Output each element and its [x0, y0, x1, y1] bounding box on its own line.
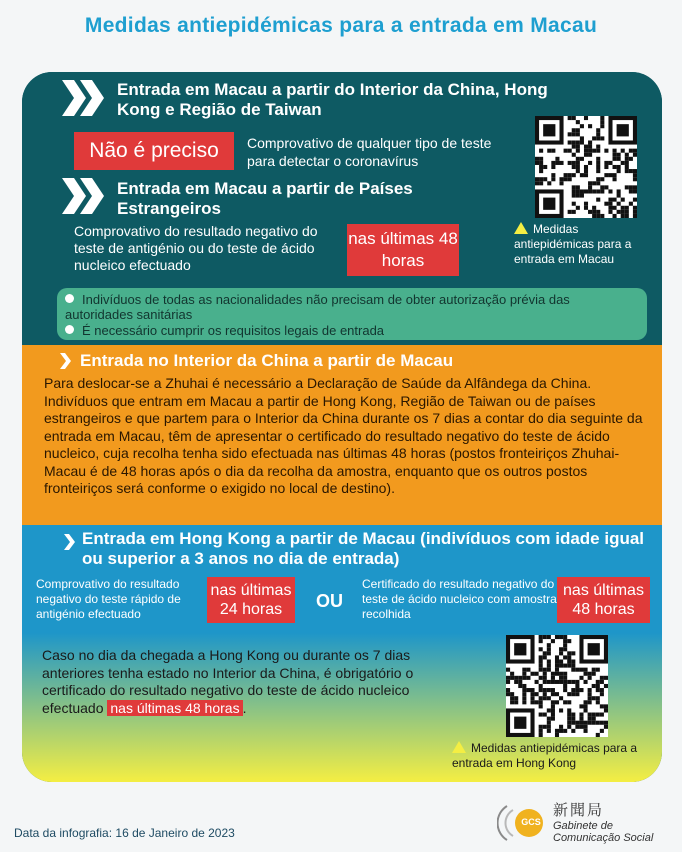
section-china-entry — [22, 345, 662, 525]
bullet-dot — [65, 294, 74, 303]
chevron-icon — [58, 352, 72, 375]
qr-code-hongkong[interactable] — [506, 635, 608, 737]
logo-name-1: Gabinete de — [553, 820, 613, 832]
qr-caption-macau — [514, 222, 659, 267]
triangle-icon — [514, 222, 528, 234]
qr-caption-hongkong — [452, 741, 652, 771]
info-pill — [57, 288, 647, 340]
hk-china-rule — [42, 647, 460, 717]
qr-caption-text: Medidas antiepidémicas para a entrada em Macau — [514, 222, 632, 266]
triangle-icon — [452, 741, 466, 753]
qr-code-macau[interactable] — [535, 116, 637, 218]
gcs-logo — [497, 798, 667, 848]
bullet-dot — [65, 325, 74, 334]
page-title: Medidas antiepidémicas para a entrada em Macau — [84, 14, 598, 37]
logo-chinese: 新聞局 — [553, 802, 605, 819]
infographic-date: Data da infografia: 16 de Janeiro de 2023 — [14, 826, 235, 840]
infographic-card — [22, 72, 662, 782]
last-24h-badge: nas últimas 24 horas — [207, 577, 295, 623]
hk-rule-highlight: nas últimas 48 horas — [107, 700, 242, 716]
heading-macau-from-foreign: Entrada em Macau a partir de Países Estrangeiros — [117, 179, 413, 218]
bullet-item — [65, 292, 640, 322]
nucleic-cert-text: Certificado do resultado negativo do teste de ácido nucleico com amostra recolhida — [362, 577, 557, 621]
no-need-badge: Não é preciso — [74, 132, 234, 170]
hk-rule-end: . — [242, 699, 247, 716]
bullet-text: Indivíduos de todas as nacionalidades não precisam de obter autorização prévia das autoridades sanitárias — [65, 292, 570, 322]
section-macau-entry — [22, 72, 662, 345]
bullet-text: É necessário cumprir os requisitos legais de entrada — [82, 323, 385, 338]
hk-rule-text: Caso no dia da chegada a Hong Kong ou durante os 7 dias anteriores tenha estado no Interior da China, é obrigatório o certificado do resultado negativo do teste de ácido nucleico efectuado — [42, 647, 414, 716]
heading-china-from-macau: Entrada no Interior da China a partir de Macau — [80, 351, 454, 370]
rapid-test-text: Comprovativo do resultado negativo do teste rápido de antigénio efectuado — [36, 577, 181, 621]
china-entry-body: Para deslocar-se a Zhuhai é necessário a Declaração de Saúde da Alfândega da China. Indivíduos que entram em Macau a partir de Hong Kong, Região de Taiwan ou de países estrangeiros e que partem para o Interior da China durante os 7 dias a contar do dia seguinte da entrada em Macau, têm de apresentar o certificado do resultado negativo do teste de ácido nucleico, cuja recolha tenha sido efectuada nas últimas 48 horas (postos fronteiriços Zhuhai-Macau é de 48 horas após o dia da recolha da amostra, enquanto que os outros postos fronteiriços será conforme o exigido no local de destino). — [44, 375, 643, 496]
chevron-icon — [62, 533, 76, 556]
bullet-item — [65, 323, 640, 338]
heading-hk-from-macau: Entrada em Hong Kong a partir de Macau (indivíduos com idade igual ou superior a 3 anos no dia de entrada) — [82, 529, 645, 568]
double-chevron-icon — [60, 176, 108, 221]
no-need-description: Comprovativo de qualquer tipo de teste para detectar o coronavírus — [247, 135, 492, 169]
qr-caption-text: Medidas antiepidémicas para a entrada em Hong Kong — [452, 741, 638, 770]
last-48h-badge: nas últimas 48 horas — [347, 224, 459, 276]
logo-name-2: Comunicação Social — [553, 832, 654, 844]
logo-initials: GCS — [521, 817, 541, 827]
heading-macau-from-china: Entrada em Macau a partir do Interior da China, Hong Kong e Região de Taiwan — [117, 80, 548, 119]
foreign-proof-text: Comprovativo do resultado negativo do teste de antigénio ou do teste de ácido nucleico efectuado — [74, 223, 318, 273]
section-hongkong-entry — [22, 525, 662, 782]
or-label: OU — [316, 591, 343, 611]
double-chevron-icon — [60, 78, 108, 123]
last-48h-badge: nas últimas 48 horas — [557, 577, 650, 623]
